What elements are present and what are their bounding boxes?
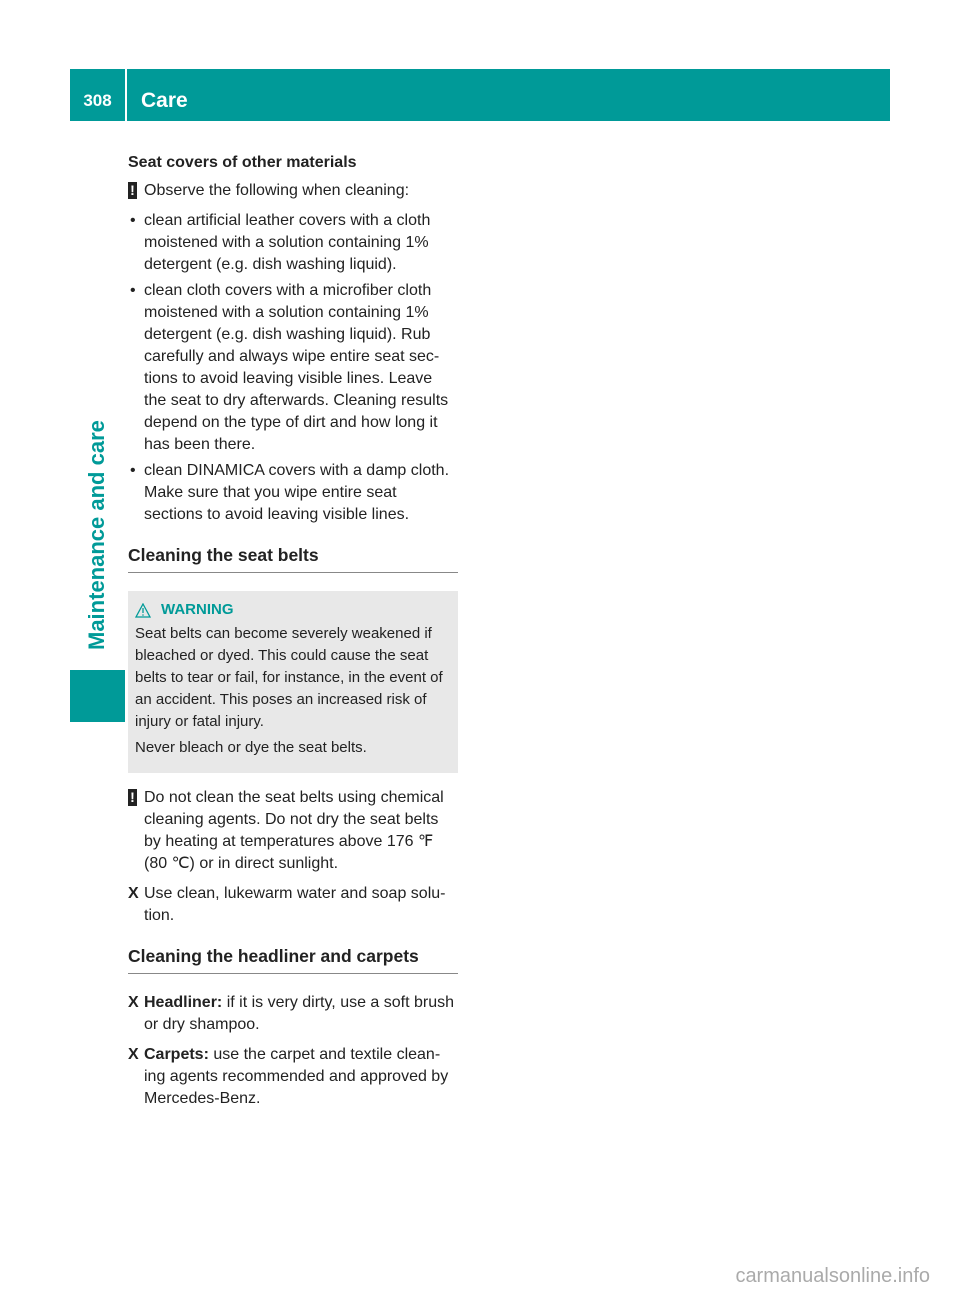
bullet-icon: • [130, 282, 136, 299]
list-item: • clean cloth covers with a microfiber cloth moistened with a solution containing 1% detergent (e.g. dish washing liquid). Rub carefully and always wipe entire seat sec-tions to avoid leaving visible lines. Leave the seat to dry afterwards. Cleaning results depend on the type of dirt and how long it has been there. [130, 282, 449, 453]
section-heading: Seat covers of other materials [128, 154, 357, 171]
side-section-label: Maintenance and care [84, 420, 109, 650]
list-item: • clean artificial leather covers with a cloth moistened with a solution containing 1% detergent (e.g. dish washing liquid). [130, 212, 431, 273]
bullet-icon: • [130, 462, 136, 479]
note-paragraph [128, 180, 458, 202]
warning-box [128, 591, 458, 773]
chapter-header-bar [70, 69, 890, 121]
chapter-title: Care [141, 89, 188, 112]
watermark: carmanualsonline.info [735, 1265, 930, 1287]
main-content [128, 152, 458, 1118]
instruction-step: X Use clean, lukewarm water and soap solu-tion. [128, 885, 446, 924]
note-paragraph [128, 787, 458, 875]
warning-triangle-icon [135, 603, 151, 618]
side-section-tab [70, 670, 125, 722]
exclamation-icon: ! [128, 789, 137, 806]
section-heading: Cleaning the headliner and carpets [128, 945, 458, 974]
bullet-icon: • [130, 212, 136, 229]
step-arrow-icon: X [128, 885, 139, 902]
warning-title: WARNING [135, 599, 450, 621]
page-number: 308 [83, 91, 112, 110]
list-item: • clean DINAMICA covers with a damp cloth. Make sure that you wipe entire seat sections to avoid leaving visible lines. [130, 462, 450, 523]
exclamation-icon: ! [128, 182, 137, 199]
instruction-step: X Carpets: use the carpet and textile clean-ing agents recommended and approved by Mercedes-Benz. [128, 1046, 449, 1107]
instruction-step: X Headliner: if it is very dirty, use a soft brush or dry shampoo. [128, 994, 455, 1033]
note-text: Observe the following when cleaning: [144, 182, 410, 199]
warning-instruction: Never bleach or dye the seat belts. [135, 739, 367, 756]
step-arrow-icon: X [128, 1046, 139, 1063]
section-heading: Cleaning the seat belts [128, 544, 458, 573]
step-arrow-icon: X [128, 994, 139, 1011]
header-divider [125, 69, 127, 121]
warning-text: Seat belts can become severely weakened if bleached or dyed. This could cause the seat belts to tear or fail, for instance, in the event of an accident. This poses an increased risk of injury or fatal injury. [135, 625, 443, 730]
note-text: Do not clean the seat belts using chemical cleaning agents. Do not dry the seat belts by heating at temperatures above 176 ℉ (80 ℃) or in direct sunlight. [144, 789, 444, 872]
bullet-list [128, 210, 458, 526]
